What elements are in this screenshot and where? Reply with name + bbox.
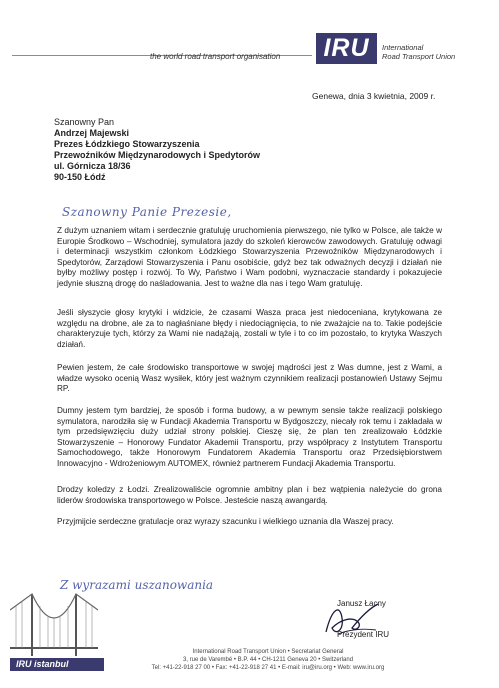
address-line: Szanowny Pan: [54, 117, 115, 127]
handwritten-salutation: Szanowny Panie Prezesie,: [62, 205, 232, 219]
signatory-title: Prezydent IRU: [337, 630, 390, 639]
handwritten-closing: Z wyrazami uszanowania: [60, 578, 214, 592]
footer-line-3: Tel: +41-22-918 27 00 • Fax: +41-22-918 27 41 • E-mail: iru@iru.org • Web: www.iru.org: [151, 665, 385, 671]
body-paragraph-5: Drodzy koledzy z Łodzi. Zrealizowaliście ogromnie ambitny plan i bez wątpienia należycie do grona liderów środowiska transportowego w Polsce. Jesteście naszą awangardą.: [57, 485, 442, 505]
address-line: 90-150 Łódź: [54, 172, 106, 182]
letter-date: Genewa, dnia 3 kwietnia, 2009 r.: [312, 91, 436, 101]
body-paragraph-6: Przyjmijcie serdeczne gratulacje oraz wyrazy szacunku i wielkiego uznania dla Waszej pracy.: [57, 517, 394, 526]
event-badge-text: IRU istanbul: [16, 659, 69, 669]
org-name: [382, 43, 455, 61]
footer-line-1: International Road Transport Union • Secretariat General: [192, 649, 344, 655]
org-name-line1: International: [382, 43, 424, 52]
address-line: Andrzej Majewski: [54, 128, 130, 138]
address-line: ul. Górnicza 18/36: [54, 161, 131, 171]
footer-line-2: 3, rue de Varembé • B.P. 44 • CH-1211 Geneva 20 • Switzerland: [182, 657, 354, 663]
body-paragraph-1: Z dużym uznaniem witam i serdecznie gratuluję uruchomienia pierwszego, nie tylko w Polsce, ale także w Europie Środkowo – Wschodniej, symulatora jazdy do szkoleń kierowców zawodowych. Gratuluję odwagi i determinacji wszystkim członkom Łódzkiego Stowarzyszenia Przewoźników Międzynarodowych i Spedytorów, Zarządowi Stowarzyszenia i Panu osobiście, gdyż bez tak odważnych decyzji i działań nie byłby możliwy postęp i rozwój. To Wy, Państwo i Wam podobni, wyznaczacie standardy i pokazujecie jedynie słuszną drogę do naśladowania. Jest to ważne dla nas i tego Wam gratuluję.: [57, 226, 442, 288]
org-name-line2: Road Transport Union: [382, 52, 456, 61]
address-line: Prezes Łódzkiego Stowarzyszenia: [54, 139, 200, 149]
body-paragraph-4: Dumny jestem tym bardziej, że sposób i forma budowy, a w pewnym sensie także realizacji polskiego symulatora, narodziła się w Fundacji Akademia Transportu w Bydgoszczy, niecały rok temu i zakładała w tym przedsięwzięciu duży udział strony polskiej. Cieszę się, że plan ten zrealizowało Łódzkie Stowarzyszenie – Honorowy Fundator Akademii Transportu, przy współpracy z Instytutem Transportu Samochodowego, także Honorowym Fundatorem Akademia Transportu oraz Przedsiębiorstwem Innowacyjno - Wdrożeniowym AUTOMEX, również partnerem Fundacji Akademia Transportu.: [57, 406, 442, 468]
body-paragraph-3: Pewien jestem, że całe środowisko transportowe w swojej mądrości jest z Was dumne, jest z Wami, a władze wysoko ocenią Wasz wysiłek, który jest ważnym czynnikiem realizacji postanowień Ustawy Sejmu RP.: [57, 363, 442, 394]
signatory-name: Janusz Łacny: [337, 599, 386, 608]
header-tagline: the world road transport organisation: [150, 52, 281, 61]
iru-logo: IRU: [316, 33, 377, 64]
recipient-address: [54, 117, 260, 183]
body-paragraph-2: Jeśli słyszycie głosy krytyki i widzicie, że czasami Wasza praca jest niedoceniana, krytykowana ze względu na drobne, ale za to nagłaśniane błędy i niedociągnięcia, to nie zważajcie na to. Takie podejście charakteryzuje tych, którzy za Wami nie nadążają, zostali w tyle i to co im pozostało, to krytyka Waszych działań.: [57, 308, 442, 349]
letter-footer: [151, 648, 385, 672]
address-line: Przewoźników Międzynarodowych i Spedytorów: [54, 150, 261, 160]
